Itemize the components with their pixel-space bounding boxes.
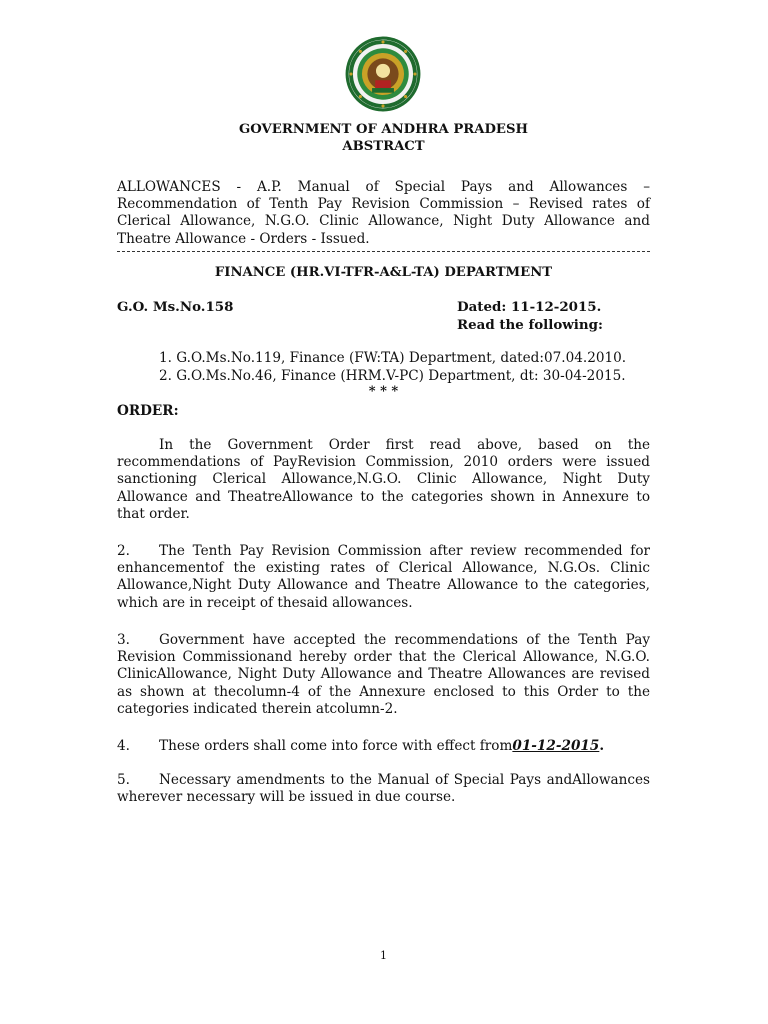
paragraph-2	[117, 543, 650, 612]
department-title: FINANCE (HR.VI-TFR-A&L-TA) DEPARTMENT	[214, 265, 553, 280]
abstract-title: ABSTRACT	[342, 139, 425, 154]
page-number: 1	[380, 949, 387, 962]
order-heading: ORDER:	[117, 403, 179, 419]
reference-item: 1. G.O.Ms.No.119, Finance (FW:TA) Department, dated:07.04.2010.	[159, 350, 627, 366]
go-number: G.O. Ms.No.158	[117, 299, 234, 315]
paragraph-3	[117, 632, 650, 718]
paragraph-end: .	[599, 738, 605, 754]
paragraph-text: These orders shall come into force with effect from	[159, 738, 513, 754]
paragraph-number: 2.	[117, 543, 130, 559]
paragraph-1: In the Government Order first read above, based on the recommendations of PayRevision Commission, 2010 orders were issued sanctioning Clerical Allowance,N.G.O. Clinic Allowance, Night Duty Allowance and TheatreAllowance to the categories shown in Annexure to that order.	[117, 437, 650, 522]
paragraph-4	[117, 738, 650, 755]
read-following-label: Read the following:	[457, 317, 603, 333]
paragraph-number: 3.	[117, 632, 130, 648]
dashed-divider	[117, 251, 650, 252]
separator-stars: * * *	[368, 384, 399, 399]
paragraph-number: 5.	[117, 772, 130, 788]
government-seal-emblem-icon	[344, 35, 422, 113]
paragraph-5	[117, 772, 650, 806]
go-date: Dated: 11-12-2015.	[457, 299, 602, 315]
paragraph-text: Government have accepted the recommendations of the Tenth Pay Revision Commissionand hereby order that the Clerical Allowance, N.G.O. ClinicAllowance, Night Duty Allowance and Theatre Allowances are revised as shown at thecolumn-4 of the Annexure enclosed to this Order to the categories indicated therein atcolumn-2.	[117, 632, 650, 717]
reference-list	[159, 350, 659, 385]
government-title: GOVERNMENT OF ANDHRA PRADESH	[239, 122, 528, 137]
paragraph-number: 4.	[117, 738, 130, 754]
reference-item: 2. G.O.Ms.No.46, Finance (HRM.V-PC) Department, dt: 30-04-2015.	[159, 367, 626, 384]
subject-text: ALLOWANCES - A.P. Manual of Special Pays and Allowances – Recommendation of Tenth Pay Revision Commission – Revised rates of Clerical Allowance, N.G.O. Clinic Allowance, Night Duty Allowance and Theatre Allowance - Orders - Issued.	[117, 179, 650, 247]
paragraph-text: Necessary amendments to the Manual of Special Pays andAllowances wherever necessary will be issued in due course.	[117, 772, 650, 806]
effective-date: 01-12-2015	[512, 738, 600, 754]
paragraph-text: The Tenth Pay Revision Commission after review recommended for enhancementof the existing rates of Clerical Allowance, N.G.Os. Clinic Allowance,Night Duty Allowance and Theatre Allowance to the categories, which are in receipt of thesaid allowances.	[117, 543, 650, 611]
